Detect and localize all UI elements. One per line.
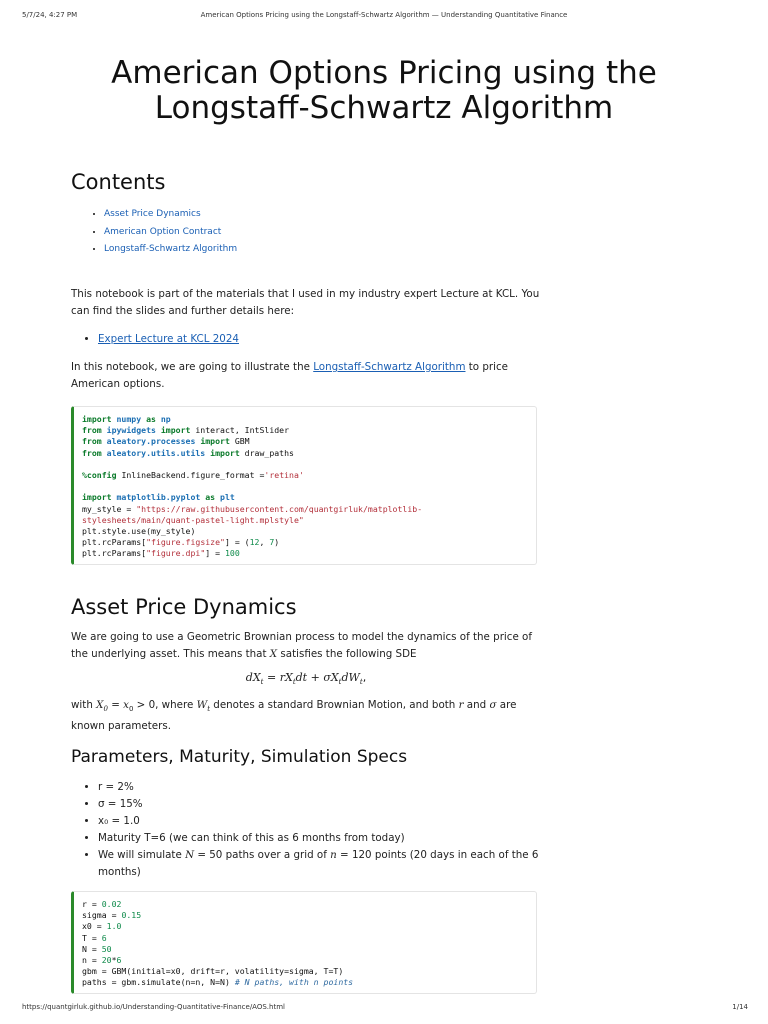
toc-link-asset-price-dynamics[interactable]: Asset Price Dynamics xyxy=(104,209,201,219)
list-item: • Maturity T=6 (we can think of this as 6 months from today) xyxy=(98,830,548,847)
code-cell-parameters[interactable]: r = 0.02 sigma = 0.15 x0 = 1.0 T = 6 N = 50 n = 20*6 gbm = GBM(initial=x0, drift=r, volatility=sigma, T=T) paths = gbm.simulate(n=n, N=N) # N paths, with n points xyxy=(71,891,537,994)
asset-paragraph-2: with $X_0 = x_0 > 0$, where $W_t$ denotes a standard Brownian Motion, and both r and σ are known parameters. xyxy=(71,699,517,733)
asset-paragraph: We are going to use a Geometric Brownian process to model the dynamics of the price of the underlying asset. This means that X satisfies the following SDE xyxy=(71,631,532,660)
toc-item xyxy=(104,224,237,242)
list-item: • σ = 15% xyxy=(98,796,548,813)
list-item: • r = 2% xyxy=(98,779,548,796)
toc-link-longstaff-schwartz[interactable]: Longstaff-Schwartz Algorithm xyxy=(104,244,238,254)
sde-equation: $dX_t = rX_tdt + \sigma X_tdW_t$, xyxy=(245,671,367,687)
list-item: • x₀ = 1.0 xyxy=(98,813,548,830)
expert-lecture-link[interactable]: Expert Lecture at KCL 2024 xyxy=(98,333,239,345)
table-of-contents xyxy=(88,206,237,259)
page-title: American Options Pricing using the Longstaff-Schwartz Algorithm xyxy=(111,55,657,126)
longstaff-schwartz-link[interactable]: Longstaff-Schwartz Algorithm xyxy=(313,361,466,373)
intro-paragraph-2: In this notebook, we are going to illustrate the Longstaff-Schwartz Algorithm to price American options. xyxy=(71,361,509,390)
toc-link-american-option-contract[interactable]: American Option Contract xyxy=(104,226,222,237)
section-heading-parameters: Parameters, Maturity, Simulation Specs xyxy=(71,747,408,767)
intro-paragraph: This notebook is part of the materials that I used in my industry expert Lecture at KCL. You can find the slides and further details here: xyxy=(71,288,540,317)
print-url: https://quantgirluk.github.io/Understanding-Quantitative-Finance/AOS.html xyxy=(22,1003,285,1011)
print-datetime: 5/7/24, 4:27 PM xyxy=(22,11,78,19)
toc-item xyxy=(104,206,237,224)
page-number: 1/14 xyxy=(732,1003,748,1011)
intro-links xyxy=(71,331,239,348)
toc-item xyxy=(104,241,237,259)
list-item: • We will simulate N = 50 paths over a grid of n = 120 points (20 days in each of the 6 months) xyxy=(98,847,548,881)
contents-heading: Contents xyxy=(71,170,166,194)
list-item xyxy=(98,331,239,348)
code-cell-imports[interactable]: import numpy as np from ipywidgets import interact, IntSlider from aleatory.processes import GBM from aleatory.utils.utils import draw_paths %config InlineBackend.figure_format ='retina' import matplotlib.pyplot as plt my_style = "https://raw.githubusercontent.com/quantgirluk/matplotlib- stylesheets/main/quant-pastel-light.mplstyle" plt.style.use(my_style) plt.rcParams["figure.figsize"] = (12, 7) plt.rcParams["figure.dpi"] = 100 xyxy=(71,406,537,565)
parameters-list xyxy=(71,779,548,881)
section-heading-asset-price-dynamics: Asset Price Dynamics xyxy=(71,595,297,619)
print-title: American Options Pricing using the Longstaff-Schwartz Algorithm — Understanding Quantitative Finance xyxy=(200,11,568,19)
